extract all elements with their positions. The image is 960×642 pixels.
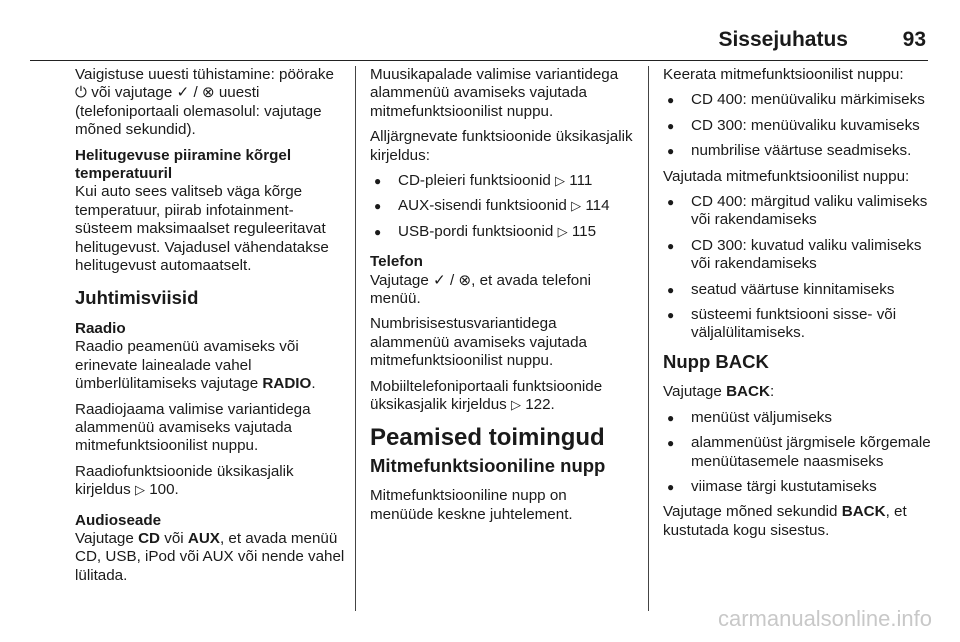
list-item: ● alammenüüst järgmisele kõrgemale menüütasemele naasmiseks — [663, 434, 931, 471]
list-item: ● seatud väärtuse kinnitamiseks — [663, 281, 931, 299]
section-title: Sissejuhatus — [718, 28, 848, 51]
subheading: Raadio — [75, 319, 126, 337]
subheading: Telefon — [370, 253, 423, 271]
section-heading: Mitmefunktsiooniline nupp — [370, 454, 606, 476]
bullet-list — [663, 409, 931, 497]
list-item: ● CD 400: märgitud valiku valimiseks või rakendamiseks — [663, 193, 931, 230]
column-3 — [663, 66, 931, 547]
paragraph: Numbrisisestusvariantidega alammenüü avamiseks vajutada mitmefunktsioonilist nuppu. — [370, 315, 587, 370]
paragraph: Muusikapalade valimise variantidega alammenüü avamiseks vajutada mitmefunktsioonilist nuppu. — [370, 66, 619, 120]
paragraph: Mitmefunktsiooniline nupp on menüüde keskne juhtelement. — [370, 487, 573, 523]
list-item: ● CD 400: menüüvaliku märkimiseks — [663, 91, 931, 109]
list-item: ● menüüst väljumiseks — [663, 409, 931, 427]
column-divider — [355, 66, 356, 611]
paragraph: Raadio peamenüü avamiseks või erinevate lainealade vahel ümberlülitamiseks vajutage RADIO. — [75, 338, 316, 393]
subheading: Helitugevuse piiramine kõrgel temperatuuril — [75, 146, 292, 183]
column-divider — [648, 66, 649, 611]
list-item: ● süsteemi funktsiooni sisse- või väljalülitamiseks. — [663, 306, 931, 343]
page-ref-arrow-icon: ▷ — [555, 173, 566, 189]
page-header — [30, 18, 928, 61]
section-heading: Juhtimisviisid — [75, 287, 199, 309]
page-number: 93 — [902, 28, 926, 51]
paragraph: Vaigistuse uuesti tühistamine: pöörake ⏻ või vajutage ✓ / ⊗ uuesti (telefoniportaali olemasolul: vajutage mõned sekundid). — [75, 66, 334, 139]
paragraph: Vajutage BACK: — [663, 383, 775, 401]
list-item: ● CD-pleieri funktsioonid ▷ 111 — [370, 172, 634, 190]
page-ref-arrow-icon: ▷ — [134, 482, 145, 498]
paragraph: Mobiiltelefoniportaali funktsioonide üksikasjalik kirjeldus ▷ 122. — [370, 377, 603, 414]
paragraph: Vajutage ✓ / ⊗, et avada telefoni menüü. — [370, 271, 592, 308]
paragraph: Vajutada mitmefunktsioonilist nuppu: — [663, 167, 910, 185]
watermark: carmanualsonline.info — [717, 606, 932, 631]
list-item: ● viimase tärgi kustutamiseks — [663, 478, 931, 496]
list-item: ● CD 300: kuvatud valiku valimiseks või rakendamiseks — [663, 237, 931, 274]
paragraph: Raadiofunktsioonide üksikasjalik kirjeldus ▷ 100. — [75, 462, 294, 499]
list-item: ● USB-pordi funktsioonid ▷ 115 — [370, 223, 634, 241]
bullet-list — [663, 193, 931, 343]
list-item: ● AUX-sisendi funktsioonid ▷ 114 — [370, 197, 634, 215]
page-ref-arrow-icon: ▷ — [557, 223, 568, 239]
column-1 — [75, 66, 345, 592]
paragraph: Kui auto sees valitseb väga kõrge temperatuur, piirab infotainment-süsteem maksimaalset reguleeritavat helitugevust. Vajadusel vähendatakse helitugevust automaatselt. — [75, 183, 329, 275]
main-heading: Peamised toimingud — [370, 423, 605, 451]
paragraph: Vajutage mõned sekundid BACK, et kustutada kogu sisestus. — [663, 503, 907, 539]
bullet-list — [663, 91, 931, 160]
section-heading: Nupp BACK — [663, 350, 769, 372]
subheading: Audioseade — [75, 511, 162, 529]
column-2 — [370, 66, 634, 531]
paragraph: Alljärgnevate funktsioonide üksikasjalik kirjeldus: — [370, 128, 633, 164]
page-ref-arrow-icon: ▷ — [571, 198, 582, 214]
paragraph: Vajutage CD või AUX, et avada menüü CD, USB, iPod või AUX või nende vahel lülitada. — [75, 529, 345, 584]
bullet-list — [370, 172, 634, 241]
list-item: ● numbrilise väärtuse seadmiseks. — [663, 142, 931, 160]
list-item: ● CD 300: menüüvaliku kuvamiseks — [663, 117, 931, 135]
page-ref-arrow-icon: ▷ — [510, 397, 521, 413]
paragraph: Keerata mitmefunktsioonilist nuppu: — [663, 66, 904, 83]
paragraph: Raadiojaama valimise variantidega alammenüü avamiseks vajutada mitmefunktsioonilist nuppu. — [75, 400, 311, 455]
